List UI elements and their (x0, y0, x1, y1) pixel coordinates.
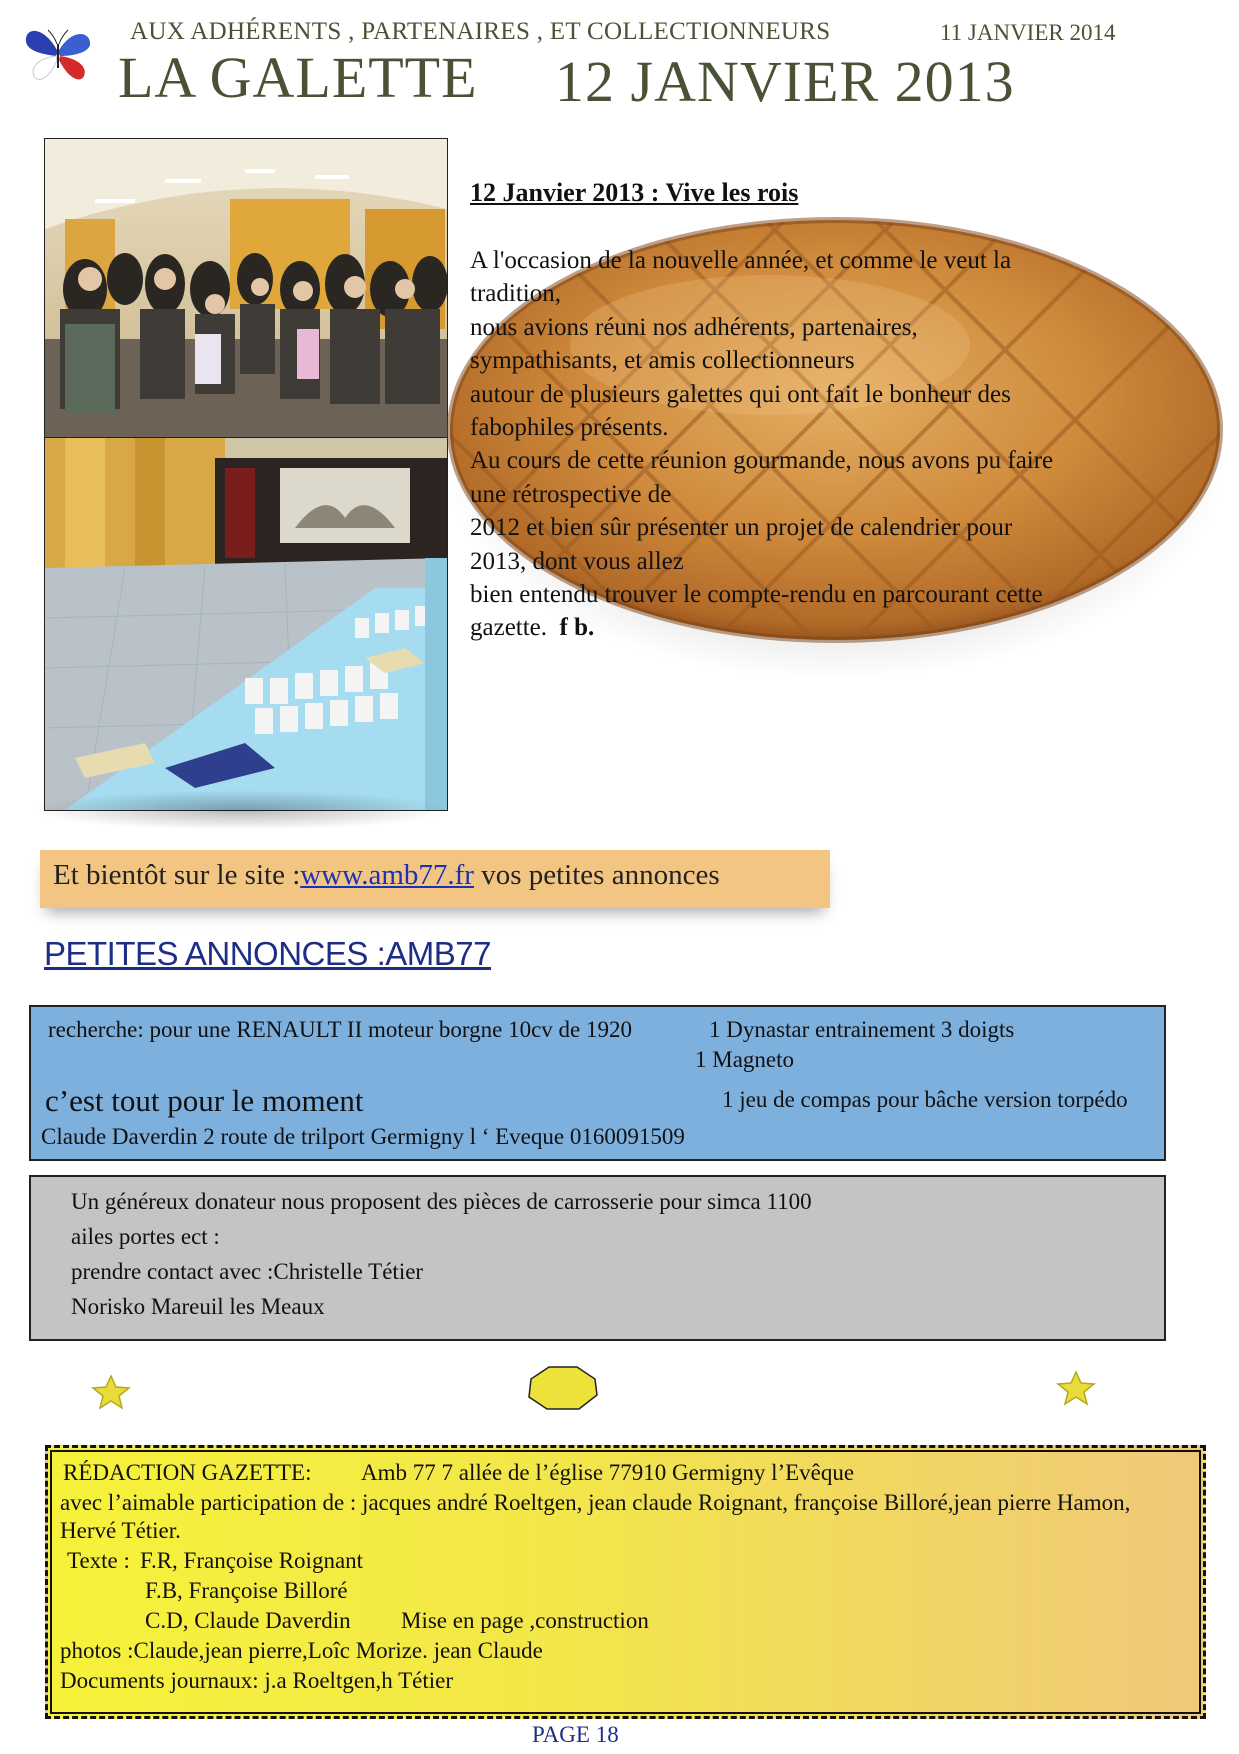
article-line: 2013, dont vous allez (470, 547, 684, 575)
article-line: 2012 et bien sûr présenter un projet de calendrier pour (470, 514, 1013, 542)
ad-gray-line: Norisko Mareuil les Meaux (71, 1294, 325, 1319)
star-icon (90, 1374, 132, 1410)
article-title: 12 Janvier 2013 : Vive les rois (470, 178, 799, 207)
site-link[interactable]: www.amb77.fr (300, 859, 474, 891)
ad-item-dynastar: 1 Dynastar entrainement 3 doigts (709, 1017, 1015, 1042)
ad-gray-line: prendre contact avec :Christelle Tétier (71, 1259, 424, 1284)
credits-redaction-label: RÉDACTION GAZETTE: (63, 1460, 312, 1485)
site-banner-prefix: Et bientôt sur le site : (53, 859, 301, 891)
ad-contact-text: Claude Daverdin 2 route de trilport Germigny l ‘ Eveque 0160091509 (41, 1124, 685, 1149)
article-line: bien entendu trouver le compte-rendu en parcourant cette (470, 581, 1043, 609)
ad-item-magneto: 1 Magneto (695, 1047, 795, 1072)
ad-search-text: recherche: pour une RENAULT II moteur borgne 10cv de 1920 (48, 1017, 632, 1042)
credits-texte-item: C.D, Claude Daverdin (145, 1608, 351, 1633)
event-date: 12 JANVIER 2013 (555, 49, 1015, 114)
page-number: PAGE 18 (532, 1722, 619, 1747)
star-icon (1055, 1370, 1097, 1406)
article-line: tradition, (470, 280, 561, 308)
credits-box (45, 1445, 1206, 1719)
article-line: nous avions réuni nos adhérents, partenaires, (470, 313, 918, 341)
ad-gray-line: Un généreux donateur nous proposent des pièces de carrosserie pour simca 1100 (71, 1189, 812, 1214)
butterfly-logo-icon (22, 22, 94, 88)
article-line: autour de plusieurs galettes qui ont fait le bonheur des (470, 380, 1011, 408)
article-last-word: gazette. (470, 614, 548, 642)
credits-participation-cont: Hervé Tétier. (60, 1518, 181, 1543)
header-subtitle: AUX ADHÉRENTS , PARTENAIRES , ET COLLECTIONNEURS (130, 18, 831, 45)
photo-shadow (30, 790, 450, 830)
ad-box-renault (29, 1005, 1166, 1161)
credits-participation: avec l’aimable participation de : jacques andré Roeltgen, jean claude Roignant, françoise Billoré,jean pierre Hamon, (60, 1490, 1131, 1515)
credits-address: Amb 77 7 allée de l’église 77910 Germigny l’Evêque (361, 1460, 855, 1485)
credits-texte-item: F.B, Françoise Billoré (145, 1578, 348, 1603)
photo-group-gathering (44, 138, 448, 438)
credits-texte-item: F.R, Françoise Roignant (140, 1548, 364, 1573)
article-line: Au cours de cette réunion gourmande, nous avons pu faire (470, 447, 1054, 475)
ad-status-text: c’est tout pour le moment (45, 1083, 364, 1118)
site-banner-text (53, 859, 720, 892)
credits-photos: photos :Claude,jean pierre,Loîc Morize. jean Claude (60, 1638, 543, 1663)
article-line: une rétrospective de (470, 480, 672, 508)
credits-mise-en-page: Mise en page ,construction (401, 1608, 649, 1633)
article-line: fabophiles présents. (470, 414, 669, 442)
octagon-ornament-icon (527, 1365, 599, 1411)
page-title: LA GALETTE (118, 45, 478, 110)
ad-box-simca (29, 1175, 1166, 1341)
article-line: sympathisants, et amis collectionneurs (470, 347, 855, 375)
article-signature: f b. (559, 614, 595, 642)
article-body (470, 244, 1170, 645)
issue-date: 11 JANVIER 2014 (940, 20, 1116, 45)
credits-documents: Documents journaux: j.a Roeltgen,h Tétier (60, 1668, 454, 1693)
site-banner-suffix: vos petites annonces (473, 859, 720, 891)
article-line: A l'occasion de la nouvelle année, et comme le veut la (470, 247, 1012, 274)
ad-gray-line: ailes portes ect : (71, 1224, 220, 1249)
section-heading-petites-annonces: PETITES ANNONCES :AMB77 (44, 935, 491, 972)
article-last-line (470, 611, 1170, 644)
ad-item-compas: 1 jeu de compas pour bâche version torpédo (722, 1087, 1128, 1112)
credits-texte-label: Texte : (67, 1548, 130, 1573)
photo-hall-tables (44, 437, 448, 811)
